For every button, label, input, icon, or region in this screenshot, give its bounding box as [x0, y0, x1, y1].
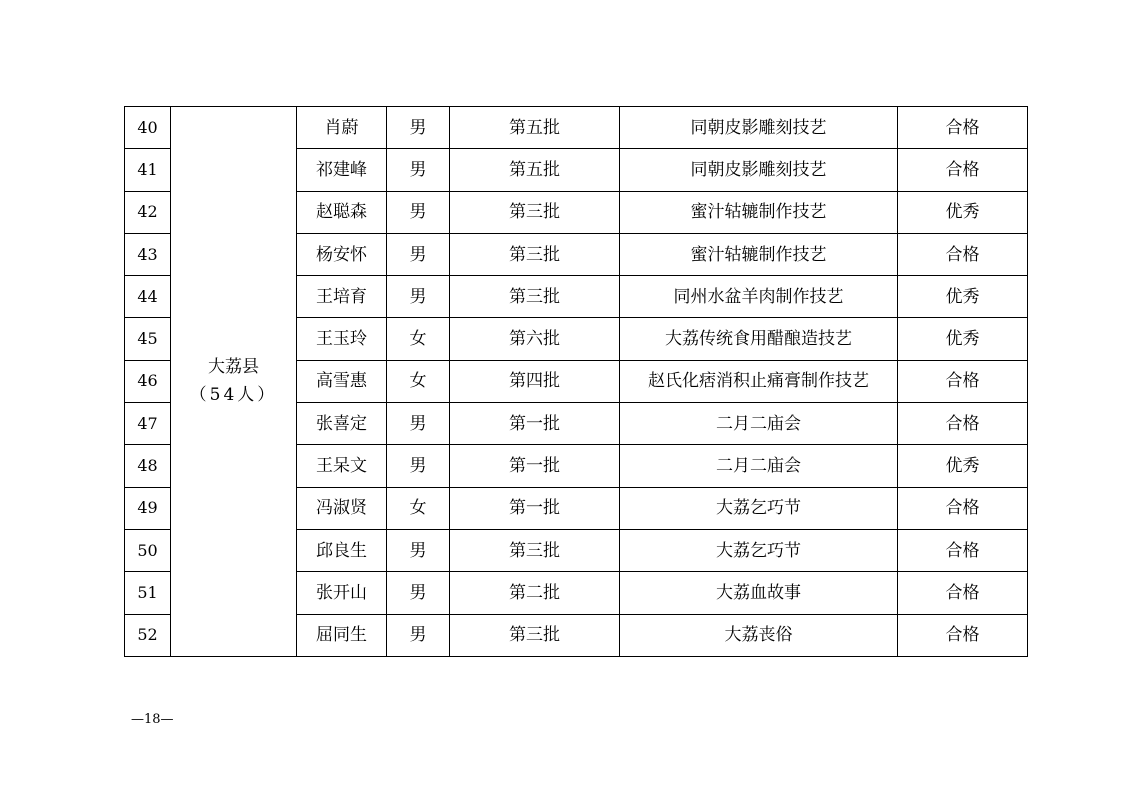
row-number-cell: 45: [125, 318, 171, 360]
name-cell: 赵聪森: [297, 191, 387, 233]
batch-cell: 第三批: [450, 191, 620, 233]
gender-cell: 男: [387, 191, 450, 233]
result-cell: 合格: [898, 614, 1028, 656]
project-cell: 大荔乞巧节: [620, 487, 898, 529]
name-cell: 王玉玲: [297, 318, 387, 360]
row-number-cell: 41: [125, 149, 171, 191]
result-cell: 合格: [898, 487, 1028, 529]
project-cell: 大荔血故事: [620, 572, 898, 614]
gender-cell: 男: [387, 614, 450, 656]
project-cell: 同州水盆羊肉制作技艺: [620, 276, 898, 318]
result-cell: 合格: [898, 233, 1028, 275]
county-count: （54人）: [189, 385, 278, 406]
county-cell: [171, 107, 297, 657]
gender-cell: 女: [387, 360, 450, 402]
gender-cell: 女: [387, 318, 450, 360]
name-cell: 肖蔚: [297, 107, 387, 149]
result-cell: 合格: [898, 149, 1028, 191]
project-cell: 赵氏化痞消积止痛膏制作技艺: [620, 360, 898, 402]
batch-cell: 第三批: [450, 529, 620, 571]
row-number-cell: 46: [125, 360, 171, 402]
name-cell: 王呆文: [297, 445, 387, 487]
batch-cell: 第三批: [450, 276, 620, 318]
row-number-cell: 50: [125, 529, 171, 571]
batch-cell: 第三批: [450, 614, 620, 656]
project-cell: 大荔传统食用醋酿造技艺: [620, 318, 898, 360]
batch-cell: 第一批: [450, 445, 620, 487]
project-cell: 二月二庙会: [620, 445, 898, 487]
project-cell: 二月二庙会: [620, 403, 898, 445]
project-cell: 同朝皮影雕刻技艺: [620, 149, 898, 191]
project-cell: 蜜汁轱辘制作技艺: [620, 191, 898, 233]
name-cell: 冯淑贤: [297, 487, 387, 529]
result-cell: 合格: [898, 107, 1028, 149]
gender-cell: 男: [387, 445, 450, 487]
project-cell: 蜜汁轱辘制作技艺: [620, 233, 898, 275]
batch-cell: 第一批: [450, 403, 620, 445]
batch-cell: 第五批: [450, 149, 620, 191]
row-number-cell: 52: [125, 614, 171, 656]
name-cell: 张开山: [297, 572, 387, 614]
name-cell: 张喜定: [297, 403, 387, 445]
inheritor-table: [124, 106, 1028, 657]
result-cell: 合格: [898, 403, 1028, 445]
table-row: [125, 107, 1028, 149]
page-number: —18—: [131, 712, 174, 727]
project-cell: 同朝皮影雕刻技艺: [620, 107, 898, 149]
batch-cell: 第四批: [450, 360, 620, 402]
result-cell: 优秀: [898, 445, 1028, 487]
result-cell: 合格: [898, 529, 1028, 571]
project-cell: 大荔乞巧节: [620, 529, 898, 571]
name-cell: 高雪惠: [297, 360, 387, 402]
result-cell: 优秀: [898, 276, 1028, 318]
name-cell: 祁建峰: [297, 149, 387, 191]
row-number-cell: 47: [125, 403, 171, 445]
gender-cell: 男: [387, 149, 450, 191]
row-number-cell: 40: [125, 107, 171, 149]
row-number-cell: 48: [125, 445, 171, 487]
gender-cell: 男: [387, 276, 450, 318]
batch-cell: 第六批: [450, 318, 620, 360]
batch-cell: 第二批: [450, 572, 620, 614]
name-cell: 王培育: [297, 276, 387, 318]
gender-cell: 男: [387, 403, 450, 445]
row-number-cell: 42: [125, 191, 171, 233]
batch-cell: 第五批: [450, 107, 620, 149]
county-name: 大荔县: [208, 357, 259, 378]
row-number-cell: 49: [125, 487, 171, 529]
row-number-cell: 51: [125, 572, 171, 614]
row-number-cell: 44: [125, 276, 171, 318]
result-cell: 优秀: [898, 191, 1028, 233]
gender-cell: 男: [387, 233, 450, 275]
gender-cell: 男: [387, 107, 450, 149]
batch-cell: 第一批: [450, 487, 620, 529]
batch-cell: 第三批: [450, 233, 620, 275]
name-cell: 屈同生: [297, 614, 387, 656]
name-cell: 邱良生: [297, 529, 387, 571]
result-cell: 合格: [898, 572, 1028, 614]
gender-cell: 男: [387, 572, 450, 614]
gender-cell: 女: [387, 487, 450, 529]
row-number-cell: 43: [125, 233, 171, 275]
result-cell: 优秀: [898, 318, 1028, 360]
gender-cell: 男: [387, 529, 450, 571]
project-cell: 大荔丧俗: [620, 614, 898, 656]
result-cell: 合格: [898, 360, 1028, 402]
name-cell: 杨安怀: [297, 233, 387, 275]
